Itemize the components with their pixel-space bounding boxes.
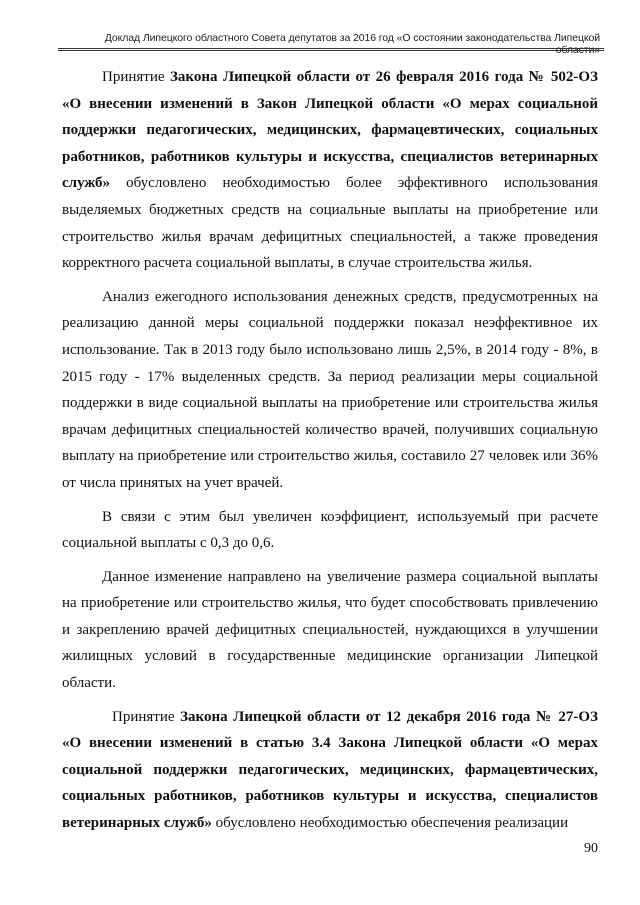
paragraph-law-502 [62,64,598,277]
paragraph-analysis: Анализ ежегодного использования денежных средств, предусмотренных на реализацию данной меры социальной поддержки показал неэффективное их использование. Так в 2013 году было использовано лишь 2,5%, в 2014 году - 8%, в 2015 году - 17% выделенных средств. За период реализации меры социальной поддержки в виде социальной выплаты на приобретение или строительства жилья врачам дефицитных специальностей количество врачей, получивших социальную выплату на приобретение или строительство жилья, составило 27 человек или 36% от числа принятых на учет врачей. [62,288,598,491]
paragraph-rest: обусловлено необходимостью обеспечения реализации [211,815,569,832]
paragraph-rest: обусловлено необходимостью более эффективного использования выделяемых бюджетных средств на социальные выплаты на приобретение или строительство жилья врачам дефицитных специальностей, а также проведения корректного расчета социальной выплаты, в случае строительства жилья. [62,175,598,272]
law-title-bold: Закона Липецкой области от 26 февраля 2016 года № 502-ОЗ «О внесении изменений в Закон Липецкой области «О мерах социальной поддержки педагогических, медицинских, фармацевтических, социальных работников, работников культуры и искусства, специалистов ветеринарных служб» [62,69,599,192]
paragraph-lead: Принятие [102,69,170,85]
document-body [62,64,598,844]
law-title-bold: Закона Липецкой области от 12 декабря 2016 года № 27-ОЗ «О внесении изменений в статью 3.4 Закона Липецкой области «О мерах социальной поддержки педагогических, медицинских, фармацевтических, социальных работников, работников культуры и искусства, специалистов ветеринарных служб» [62,708,598,832]
header-divider [58,48,604,51]
paragraph-lead: Принятие [112,708,181,725]
page-number: 90 [584,841,598,856]
paragraph-change-purpose: Данное изменение направлено на увеличение размера социальной выплаты на приобретение или строительство жилья, что будет способствовать привлечению и закреплению врачей дефицитных специальностей, нуждающихся в улучшении жилищных условий в государственные медицинские организации Липецкой области. [62,568,598,692]
paragraph-law-27 [62,704,598,837]
paragraph-coefficient: В связи с этим был увеличен коэффициент, используемый при расчете социальной выплаты с 0,3 до 0,6. [62,508,598,552]
page-header: Доклад Липецкого областного Совета депутатов за 2016 год «О состоянии законодательства Липецкой области» [104,32,600,56]
